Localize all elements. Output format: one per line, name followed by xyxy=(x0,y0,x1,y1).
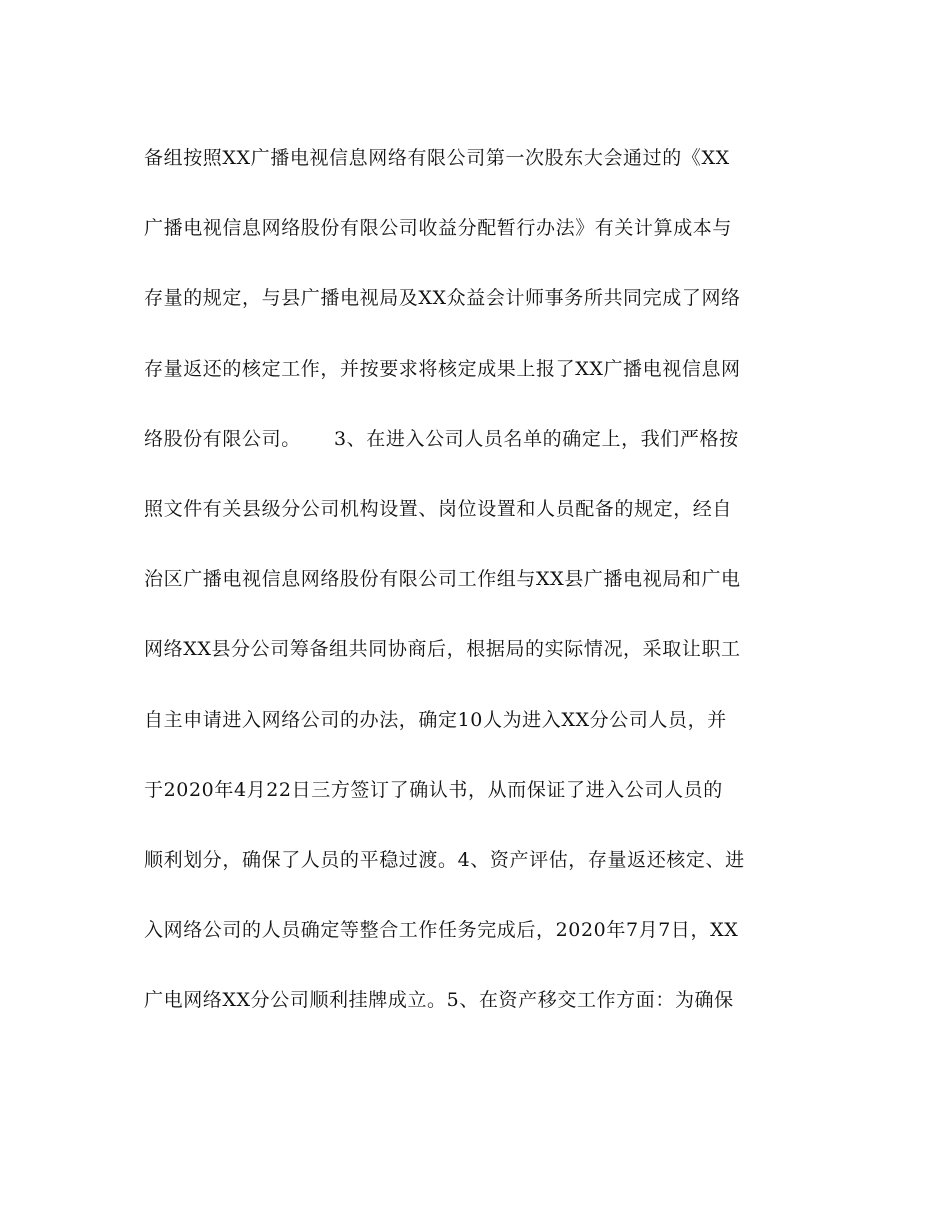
text-line: 络股份有限公司。 3、在进入公司人员名单的确定上，我们严格按 xyxy=(144,427,739,450)
text-line: 备组按照XX广播电视信息网络有限公司第一次股东大会通过的《XX xyxy=(144,147,730,169)
text-line: 照文件有关县级分公司机构设置、岗位设置和人员配备的规定，经自 xyxy=(144,497,733,520)
text-line: 广播电视信息网络股份有限公司收益分配暂行办法》有关计算成本与 xyxy=(144,217,733,240)
text-line: 顺利划分，确保了人员的平稳过渡。4、资产评估，存量返还核定、进 xyxy=(144,848,745,871)
text-line: 自主申请进入网络公司的办法，确定10人为进入XX分公司人员，并 xyxy=(144,708,727,731)
text-line: 治区广播电视信息网络股份有限公司工作组与XX县广播电视局和广电 xyxy=(144,568,741,591)
text-line: 网络XX县分公司筹备组共同协商后，根据局的实际情况，采取让职工 xyxy=(144,638,741,661)
text-line: 入网络公司的人员确定等整合工作任务完成后，2020年7月7日，XX xyxy=(144,919,739,942)
text-line: 存量返还的核定工作，并按要求将核定成果上报了XX广播电视信息网 xyxy=(144,357,741,380)
text-line: 存量的规定，与县广播电视局及XX众益会计师事务所共同完成了网络 xyxy=(144,287,741,310)
text-line: 广电网络XX分公司顺利挂牌成立。5、在资产移交工作方面：为确保 xyxy=(144,989,734,1012)
body-text xyxy=(144,141,824,1053)
text-line: 于2020年4月22日三方签订了确认书，从而保证了进入公司人员的 xyxy=(144,778,723,801)
